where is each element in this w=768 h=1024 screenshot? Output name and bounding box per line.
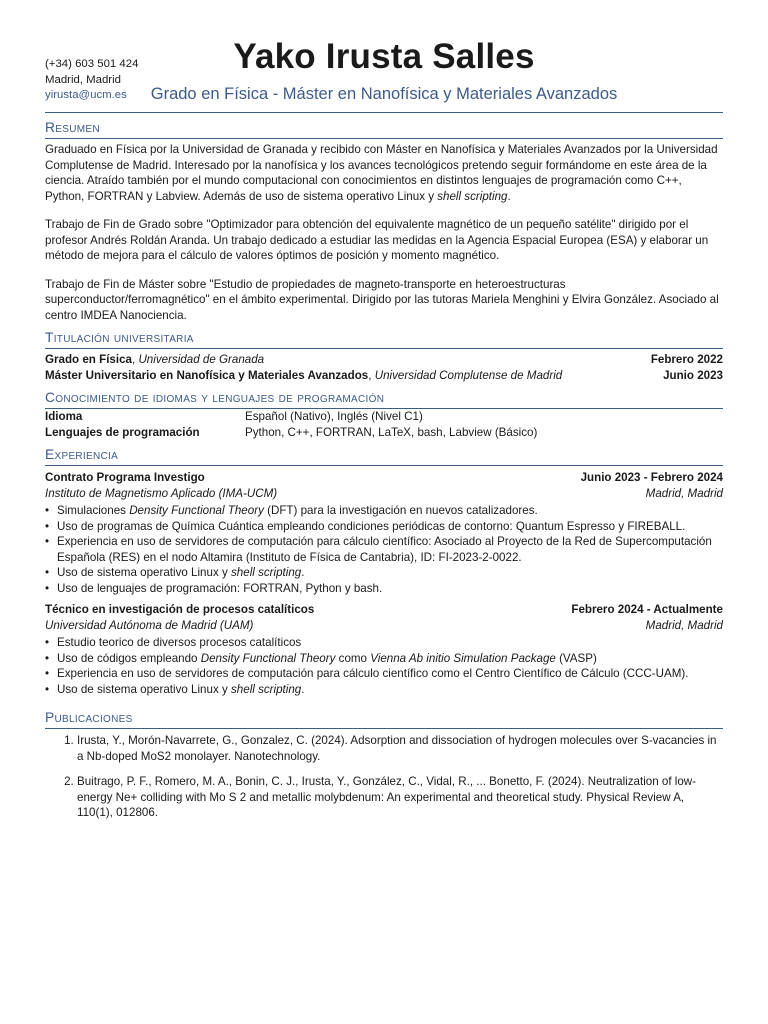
job-role: Contrato Programa Investigo bbox=[45, 471, 205, 484]
resumen-p1-end: . bbox=[507, 189, 511, 203]
job-org: Universidad Autónoma de Madrid (UAM) bbox=[45, 618, 254, 632]
bullet-text: Uso de códigos empleando bbox=[57, 651, 201, 665]
job-bullets bbox=[45, 503, 723, 596]
section-title-resumen: Resumen bbox=[45, 119, 723, 139]
degree-row bbox=[45, 352, 723, 368]
job-bullet bbox=[57, 682, 723, 698]
header-divider bbox=[45, 112, 723, 113]
job-subheader bbox=[45, 618, 723, 634]
bullet-italic: Density Functional Theory bbox=[200, 651, 336, 665]
job-bullet: • Uso de lenguajes de programación: FORTRAN, Python y bash. bbox=[57, 581, 723, 597]
bullet-text: (VASP) bbox=[555, 651, 597, 665]
degree-name: Máster Universitario en Nanofísica y Materiales Avanzados bbox=[45, 368, 369, 382]
degree-sep: , bbox=[131, 353, 139, 366]
programming-row bbox=[45, 425, 723, 441]
section-title-publicaciones: Publicaciones bbox=[45, 709, 723, 729]
degree-date: Febrero 2022 bbox=[650, 353, 723, 366]
subtitle-text: Grado en Física - Máster en Nanofísica y Materiales Avanzados bbox=[150, 85, 618, 103]
bullet-text: . bbox=[301, 566, 305, 579]
degree-date: Junio 2023 bbox=[663, 368, 723, 382]
job-bullet bbox=[57, 503, 723, 519]
resumen-p1-text: Graduado en Física por la Universidad de Granada y recibido con Máster en Nanofísica y Materiales Avanzados por la Universidad Complutense de Madrid. Interesado por la nanofísica y los avances tecnológicos pretendo seguir formándome en este área de la ciencia. Atraído también por el mundo computacional con conocimientos en distintos lenguajes de programación como C++, Python, FORTRAN y Labview. Además de uso de sistema operativo Linux y bbox=[45, 143, 718, 203]
person-name: Yako Irusta Salles bbox=[233, 37, 535, 76]
degree-list bbox=[45, 352, 723, 383]
degree-info bbox=[45, 368, 562, 384]
degree-school: Universidad de Granada bbox=[138, 353, 265, 366]
job-bullet: • Experiencia en uso de servidores de computación para cálculo científico como el Centro Científico de Cálculo (CCC-UAM). bbox=[57, 666, 723, 682]
publication-list bbox=[45, 733, 723, 821]
degree-row bbox=[45, 368, 723, 384]
resumen-paragraph-2: Trabajo de Fin de Grado sobre "Optimizador para obtención del equivalente magnético de un pequeño satélite" dirigido por el profesor Andrés Roldán Aranda. Un trabajo dedicado a estudiar las medidas en la Agencia Espacial Europea (ESA) y elaborar un método de mejora para el cálculo de valores óptimos de posición y momento magnético. bbox=[45, 218, 709, 262]
bullet-italic: shell scripting bbox=[231, 682, 302, 696]
idioma-label: Idioma bbox=[45, 410, 83, 423]
bullet-italic: Density Functional Theory bbox=[129, 504, 264, 517]
bullet-italic: Vienna Ab initio Simulation Package bbox=[370, 651, 556, 665]
section-title-titulacion: Titulación universitaria bbox=[45, 329, 723, 349]
publication-item: 2. Buitrago, P. F., Romero, M. A., Bonin, C. J., Irusta, Y., González, C., Vidal, R., ... Bonetto, F. (2024). Neutralization of low-energy Ne+ colliding with Mo S 2 and metallic molybdenum: An experimental and theoretical study. Physical Review A, 110(1), 012806. bbox=[77, 774, 723, 821]
bullet-text: Uso de sistema operativo Linux y bbox=[57, 682, 231, 696]
subtitle bbox=[0, 83, 768, 105]
idioma-row bbox=[45, 409, 723, 425]
section-title-experiencia: Experiencia bbox=[45, 446, 723, 466]
degree-school: Universidad Complutense de Madrid bbox=[374, 368, 563, 382]
phone: (+34) 603 501 424 bbox=[45, 58, 139, 70]
main-content bbox=[45, 112, 723, 831]
degree-name: Grado en Física bbox=[45, 353, 132, 366]
job-place: Madrid, Madrid bbox=[645, 486, 723, 500]
bullet-italic: shell scripting bbox=[231, 566, 302, 579]
programming-value: Python, C++, FORTRAN, LaTeX, bash, Labview (Básico) bbox=[245, 425, 538, 439]
job-subheader bbox=[45, 486, 723, 502]
job-header bbox=[45, 602, 723, 618]
job-entry bbox=[45, 602, 723, 697]
bullet-text: Uso de sistema operativo Linux y bbox=[57, 566, 231, 579]
programming-label: Lenguajes de programación bbox=[45, 425, 200, 439]
bullet-text: como bbox=[335, 651, 371, 665]
job-bullet bbox=[57, 651, 723, 667]
job-date: Febrero 2024 - Actualmente bbox=[571, 603, 723, 616]
section-title-idiomas: Conocimiento de idiomas y lenguajes de programación bbox=[45, 389, 723, 409]
job-bullet bbox=[57, 565, 723, 581]
job-org: Instituto de Magnetismo Aplicado (IMA-UCM) bbox=[45, 486, 278, 500]
job-bullets bbox=[45, 635, 723, 697]
job-role: Técnico en investigación de procesos catalíticos bbox=[45, 603, 315, 616]
idioma-value: Español (Nativo), Inglés (Nivel C1) bbox=[245, 410, 423, 423]
resumen-paragraph-1 bbox=[45, 142, 723, 204]
bullet-text: Simulaciones bbox=[57, 504, 130, 517]
email-link[interactable]: yirusta@ucm.es bbox=[45, 89, 127, 101]
degree-info bbox=[45, 352, 264, 368]
bullet-text: . bbox=[301, 682, 305, 696]
job-bullet: • Uso de programas de Química Cuántica empleando condiciones periódicas de contorno: Quantum Espresso y FIREBALL. bbox=[57, 519, 723, 535]
job-place: Madrid, Madrid bbox=[645, 618, 723, 632]
resumen-p1-italic: shell scripting bbox=[437, 189, 508, 203]
job-entry bbox=[45, 470, 723, 596]
job-header bbox=[45, 470, 723, 486]
location: Madrid, Madrid bbox=[45, 73, 121, 86]
bullet-text: (DFT) para la investigación en nuevos catalizadores. bbox=[263, 504, 538, 517]
publication-item: 1. Irusta, Y., Morón-Navarrete, G., Gonzalez, C. (2024). Adsorption and dissociation of hydrogen molecules over S-vacancies in a Nb-doped MoS2 monolayer. Nanotechnology. bbox=[77, 733, 723, 764]
job-bullet: • Experiencia en uso de servidores de computación para cálculo científico: Asociado al Proyecto de la Red de Supercomputación Española (RES) en el nodo Altamira (Instituto de Física de Cantabria), ID: FI-2023-2-0022. bbox=[57, 534, 723, 565]
resumen-paragraph-3: Trabajo de Fin de Máster sobre "Estudio de propiedades de magneto-transporte en heteroestructuras superconductor/ferromagnético" en el ámbito experimental. Dirigido por las tutoras Mariela Menghini y Elvira González. Asociado al centro IMDEA Nanociencia. bbox=[45, 277, 719, 322]
job-bullet: • Estudio teorico de diversos procesos catalíticos bbox=[57, 635, 723, 651]
degree-sep: , bbox=[368, 368, 375, 382]
job-date: Junio 2023 - Febrero 2024 bbox=[580, 471, 723, 484]
